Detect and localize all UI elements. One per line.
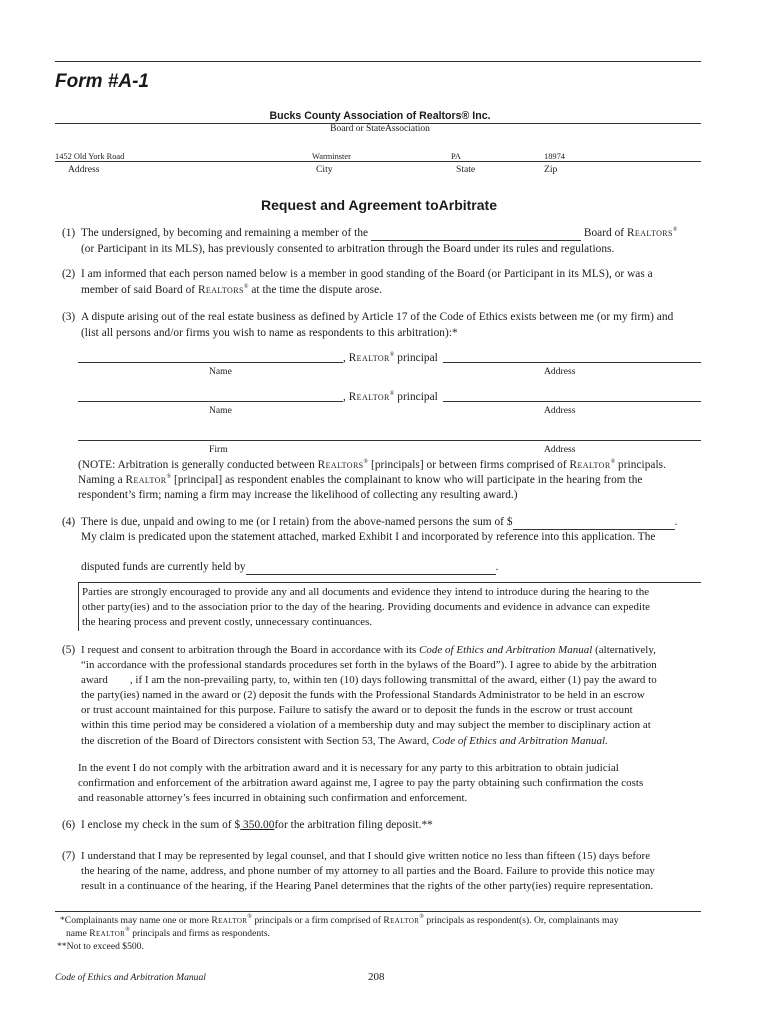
item-4-line-1 (81, 514, 677, 530)
respondent-2-address-label: Address (544, 405, 576, 416)
item-5-text-a: I request and consent to arbitration through the Board in accordance with its (81, 644, 417, 656)
zip-value: 18974 (544, 152, 565, 161)
respondent-2-name-label: Name (209, 405, 232, 416)
item-7-line-1: I understand that I may be represented by legal counsel, and that I should give written notice no less than fifteen (15) days before (81, 850, 651, 862)
item-2-text-b: at the time the dispute arose. (251, 284, 383, 296)
footnote-reg-1: ® (247, 914, 252, 920)
footnote-realtor-1: Realtor (211, 915, 248, 926)
footnote-text-b2: principals and firms as respondents. (132, 928, 270, 939)
item-6-number: (6) (62, 819, 76, 831)
item-1-text-a: The undersigned, by becoming and remaining a member of the (81, 227, 369, 239)
state-value: PA (451, 152, 461, 161)
footnote-text-b1: name (66, 928, 87, 939)
address-label: Address (68, 164, 100, 175)
item-5-award: award (81, 674, 108, 686)
firm-address-label: Address (544, 444, 576, 455)
footnote-text-a2: principals or a firm comprised of (254, 915, 381, 926)
item-4-number: (4) (62, 516, 76, 528)
item-1-text-b: Board of (583, 227, 625, 239)
item-1-realtors: Realtors (627, 227, 673, 239)
state-label: State (456, 164, 476, 175)
note-reg-3: ® (166, 474, 172, 480)
item-5-text-c: , if I am the non-prevailing party, to, within ten (10) days following transmittal of the award, either (1) pay the award to (129, 674, 657, 686)
note-reg-2: ® (610, 459, 616, 465)
footnote-rule (55, 911, 701, 912)
page-heading: Request and Agreement toArbitrate (261, 197, 497, 213)
respondent-1-principal (343, 350, 438, 366)
city-value: Warminster (312, 152, 351, 161)
item-4-line-2: My claim is predicated upon the statement attached, marked Exhibit I and incorporated by reference into this application. The (81, 531, 656, 543)
respondent-2-address-line[interactable] (443, 401, 701, 402)
address-rule (55, 161, 701, 162)
note-line-2 (78, 472, 642, 488)
footnote-2: **Not to exceed $500. (57, 941, 144, 952)
footnote-1-line-1 (60, 915, 619, 927)
notice-line-3: the hearing process and prevent costly, unnecessary continuances. (82, 616, 373, 628)
note-text-d: Naming a (78, 474, 123, 486)
zip-label: Zip (544, 164, 558, 175)
respondent-1-address-line[interactable] (443, 362, 701, 363)
notice-line-2: other party(ies) and to the association prior to the day of the hearing. Providing documents and evidence in advance can expedite (82, 601, 651, 613)
item-5-line-5: or trust account maintained for this purpose. Failure to satisfy the award or to deposit the funds in the escrow or trust account (81, 704, 633, 716)
note-realtors: Realtors (317, 459, 364, 471)
item-5-line-2: “in accordance with the professional standards procedures set forth in the bylaws of the Board”). I agree to abide by the arbitration (81, 659, 657, 671)
note-line-3: respondent’s firm; naming a firm may increase the likelihood of collecting any resulting award.) (78, 489, 518, 501)
item-2-line-2 (81, 282, 382, 298)
item-4-text-a: There is due, unpaid and owing to me (or I retain) from the above-named persons the sum of $ (81, 516, 513, 528)
note-text-a: (NOTE: Arbitration is generally conducted between (78, 459, 315, 471)
funds-held-line (81, 559, 499, 575)
org-caption: Board or StateAssociation (330, 124, 430, 134)
item-3-number: (3) (62, 311, 76, 323)
note-text-b: [principals] or between firms comprised of (371, 459, 567, 471)
firm-line[interactable] (78, 440, 701, 441)
item-5-manual-title: Code of Ethics and Arbitration Manual (419, 644, 593, 656)
item-1-number: (1) (62, 227, 76, 239)
footnote-reg-3: ® (125, 927, 130, 933)
item-5-line-7 (81, 733, 608, 749)
item-7-line-2: the hearing of the name, address, and phone number of my attorney to all parties and the Board. Failure to provide this notice may (81, 865, 655, 877)
respondent-1-name-label: Name (209, 366, 232, 377)
footnote-realtor-3: Realtor (89, 928, 126, 939)
respondent-1-principal-word: principal (397, 352, 438, 364)
org-name: Bucks County Association of Realtors® Inc. (269, 110, 491, 122)
item-1-line-1 (81, 225, 677, 241)
item-1-reg: ® (672, 227, 678, 233)
item-5-number: (5) (62, 644, 76, 656)
board-name-blank[interactable] (371, 228, 581, 241)
firm-label: Firm (209, 444, 228, 455)
footnote-text-a3: principals as respondent(s). Or, complainants may (426, 915, 619, 926)
item-3-line-1: A dispute arising out of the real estate business as defined by Article 17 of the Code of Ethics exists between me (or my firm) and (81, 311, 674, 323)
note-realtor: Realtor (569, 459, 611, 471)
form-title: Form #A-1 (55, 71, 149, 92)
respondent-1-name-line[interactable] (78, 362, 343, 363)
item-2-number: (2) (62, 268, 76, 280)
funds-held-period: . (495, 561, 499, 573)
note-line-1 (78, 457, 666, 473)
funds-held-text: disputed funds are currently held by (81, 561, 246, 573)
item-4-period: . (674, 516, 678, 528)
city-label: City (316, 164, 333, 175)
respondent-1-comma: , (343, 352, 346, 364)
enforcement-line-2: confirmation and enforcement of the arbitration award against me, I agree to pay the party obtaining such confirmation the costs (78, 777, 644, 789)
note-text-e: [principal] as respondent enables the complainant to know who will participate in the hearing from the (174, 474, 643, 486)
enforcement-line-3: and reasonable attorney’s fees incurred in obtaining such confirmation and enforcement. (78, 792, 468, 804)
item-5-text-d: the discretion of the Board of Directors consistent with Section 53, The Award, (81, 735, 430, 747)
top-rule (55, 61, 701, 62)
footnote-realtor-2: Realtor (383, 915, 420, 926)
respondent-2-principal-word: principal (397, 391, 438, 403)
item-3-line-2: (list all persons and/or firms you wish to name as respondents to this arbitration):* (81, 327, 458, 339)
item-5-text-b: (alternatively, (595, 644, 656, 656)
respondent-2-principal (343, 389, 438, 405)
respondent-2-name-line[interactable] (78, 401, 343, 402)
item-2-reg: ® (243, 284, 249, 290)
respondent-2-reg: ® (389, 391, 395, 397)
item-1-line-2: (or Participant in its MLS), has previously consented to arbitration through the Board under its rules and regulations. (81, 243, 615, 255)
respondent-2-realtor: Realtor (348, 391, 390, 403)
respondent-1-address-label: Address (544, 366, 576, 377)
item-5-manual-title-2: Code of Ethics and Arbitration Manual. (431, 735, 608, 747)
item-5-line-1 (81, 642, 656, 658)
footnote-text-a1: *Complainants may name one or more (60, 915, 209, 926)
item-6-text-a: I enclose my check in the sum of $ (81, 819, 241, 831)
enforcement-line-1: In the event I do not comply with the arbitration award and it is necessary for any party to this arbitration to obtain judicial (78, 762, 619, 774)
item-7-line-3: result in a continuance of the hearing, if the Hearing Panel determines that the rights of the other party(ies) require representation. (81, 880, 654, 892)
notice-line-1: Parties are strongly encouraged to provide any and all documents and evidence they intend to introduce during the hearing to the (82, 586, 650, 598)
item-6-line (81, 817, 433, 833)
respondent-1-reg: ® (389, 352, 395, 358)
filing-deposit-amount: 350.00 (240, 819, 275, 831)
footnote-reg-2: ® (419, 914, 424, 920)
item-6-text-b: for the arbitration filing deposit.** (274, 819, 433, 831)
note-reg-1: ® (363, 459, 369, 465)
funds-held-blank[interactable] (246, 562, 496, 575)
item-2-text-a: member of said Board of (81, 284, 196, 296)
note-realtor-2: Realtor (125, 474, 167, 486)
street-value: 1452 Old York Road (55, 152, 125, 161)
footer-manual-title: Code of Ethics and Arbitration Manual (55, 972, 206, 983)
item-7-number: (7) (62, 850, 76, 862)
footnote-1-line-2 (66, 928, 270, 940)
item-5-line-6: within this time period may be considered a violation of a membership duty and may subject the member to disciplinary action at (81, 719, 651, 731)
note-text-c: principals. (618, 459, 666, 471)
page-number: 208 (368, 971, 385, 983)
item-5-line-4: the party(ies) named in the award or (2) deposit the funds with the Professional Standards Administrator to be held in an escrow (81, 689, 645, 701)
respondent-2-comma: , (343, 391, 346, 403)
respondent-1-realtor: Realtor (348, 352, 390, 364)
item-5-line-3 (81, 672, 657, 688)
item-2-realtors: Realtors (197, 284, 244, 296)
item-2-line-1: I am informed that each person named below is a member in good standing of the Board (or Participant in its MLS), or was a (81, 268, 653, 280)
